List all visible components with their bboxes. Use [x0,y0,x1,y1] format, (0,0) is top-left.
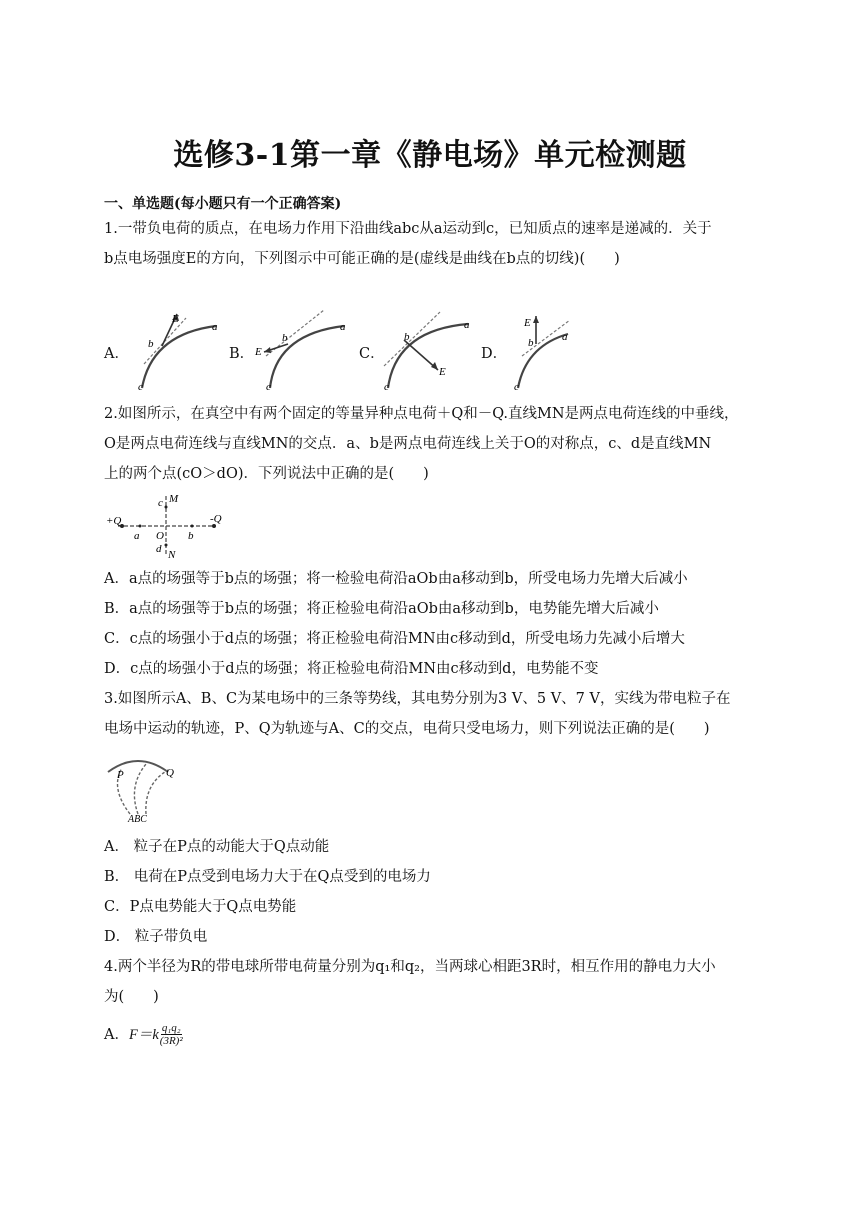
q1d-label-e: E [524,317,531,329]
q1a-label-e: E [172,313,179,325]
q2-label-d: d [156,543,162,555]
q4-line-2: 为( ) [104,989,159,1005]
q2-label-c: c [158,497,163,509]
q2-line-2: O是两点电荷连线与直线MN的交点．a、b是两点电荷连线上关于O的对称点，c、d是直线MN [104,436,712,452]
q1a-label-a: a [212,321,218,333]
q4-line-1: 4.两个半径为R的带电球所带电荷量分别为q₁和q₂，当两球心相距3R时，相互作用的静电力大小 [104,959,716,975]
q1c-label-a: a [464,319,470,331]
q1d-label-c: c [514,381,519,393]
q2-option-d: D．c点的场强小于d点的场强；将正检验电荷沿MN由c移动到d，电势能不变 [104,661,599,677]
q2-line-1: 2.如图所示，在真空中有两个固定的等量异种点电荷＋Q和－Q.直线MN是两点电荷连线的中垂线， [104,406,739,422]
q1-option-b-label: B． [229,346,255,362]
q2-label-minus-q: -Q [210,513,222,525]
q3-line-2: 电场中运动的轨迹，P、Q为轨迹与A、C的交点，电荷只受电场力，则下列说法正确的是( ) [104,721,710,737]
q2-label-b: b [188,530,194,542]
q2-option-b: B．a点的场强等于b点的场强；将正检验电荷沿aOb由a移动到b，电势能先增大后减小 [104,601,659,617]
q4-option-a [104,1022,183,1047]
q3-label-p: P [117,769,124,781]
q3-label-q: Q [166,767,174,779]
q2-label-a: a [134,530,140,542]
q1-figure-a [124,306,224,394]
q1-figure-b [252,306,352,394]
q3-option-d: D． 粒子带负电 [104,929,208,945]
q2-label-m: M [169,493,179,505]
page-title: 选修3-1第一章《静电场》单元检测题 [173,138,687,173]
q3-label-abc: ABC [128,814,147,824]
q2-option-a: A．a点的场强等于b点的场强；将一检验电荷沿aOb由a移动到b，所受电场力先增大后减小 [104,571,688,587]
q2-label-o: O [156,530,164,542]
q4-fraction [160,1022,183,1047]
q1-option-c-label: C． [359,346,385,362]
q1b-label-c: c [266,381,271,393]
q4-denominator: (3R)² [159,1035,183,1047]
q1d-label-a: a [562,331,568,343]
q1d-label-b: b [528,337,534,349]
q2-label-plus-q: +Q [106,515,122,527]
q3-option-b: B． 电荷在P点受到电场力大于在Q点受到的电场力 [104,869,431,885]
q1b-label-a: a [340,321,346,333]
q2-label-n: N [168,549,176,560]
section-heading: 一、单选题(每小题只有一个正确答案) [104,196,342,212]
q1-figure-c [378,306,478,394]
q3-figure [104,748,194,824]
q2-option-c: C．c点的场强小于d点的场强；将正检验电荷沿MN由c移动到d，所受电场力先减小后增大 [104,631,685,647]
q3-option-a: A． 粒子在P点的动能大于Q点动能 [104,839,330,855]
q1-line-1: 1.一带负电荷的质点，在电场力作用下沿曲线abc从a运动到c，已知质点的速率是递减的．关于 [104,221,712,237]
q1b-label-e: E [255,346,262,358]
q1-line-2: b点电场强度E的方向，下列图示中可能正确的是(虚线是曲线在b点的切线)( ) [104,251,620,267]
q1b-label-b: b [282,332,288,344]
q4-numerator: q₁q₂ [161,1022,181,1034]
q3-line-1: 3.如图所示A、B、C为某电场中的三条等势线，其电势分别为3 V、5 V、7 V，实线为带电粒子在 [104,691,731,707]
q1c-label-c: c [384,381,389,393]
q2-line-3: 上的两个点(cO＞dO)．下列说法中正确的是( ) [104,466,429,482]
q1c-label-e: E [439,366,446,378]
q3-option-c: C．P点电势能大于Q点电势能 [104,899,297,915]
q4-option-a-prefix: A． [104,1026,129,1043]
q4-option-a-formula: F＝k [128,1026,159,1043]
q1c-label-b: b [404,331,410,343]
q1a-label-b: b [148,338,154,350]
q1a-label-c: c [138,381,143,393]
q1-option-d-label: D． [481,346,508,362]
q1-option-a-label: A． [104,346,129,362]
q2-figure [104,490,234,560]
q1-figure-d [508,306,578,394]
